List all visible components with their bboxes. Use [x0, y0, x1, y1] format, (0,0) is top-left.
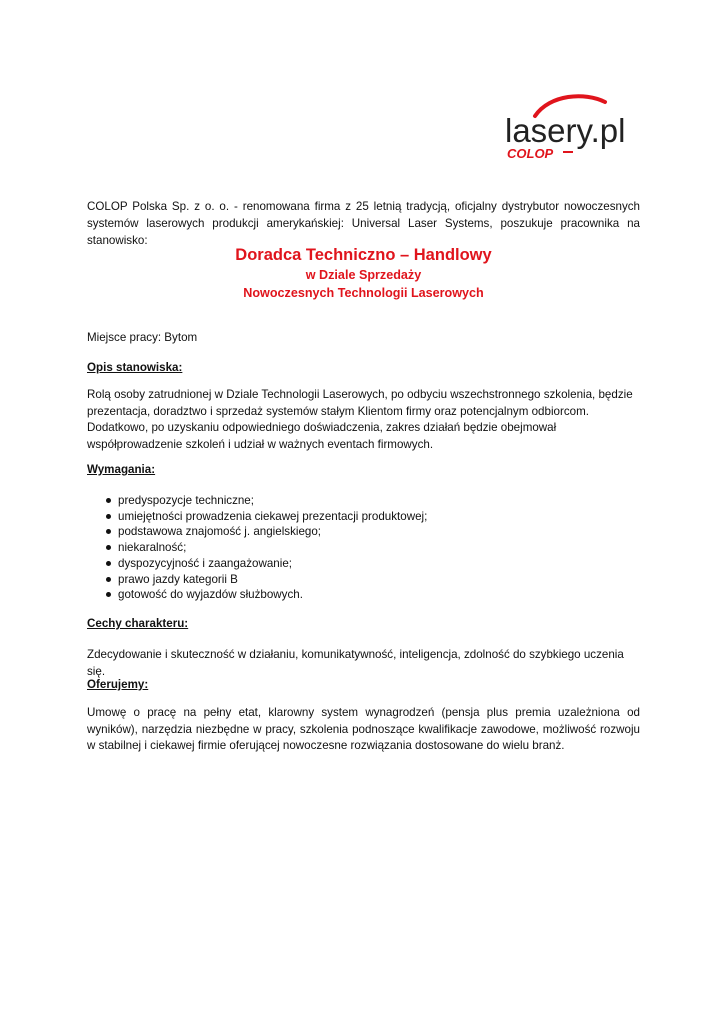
list-item: gotowość do wyjazdów służbowych.: [87, 587, 640, 603]
bullet-icon: [106, 529, 111, 534]
bullet-icon: [106, 498, 111, 503]
requirements-list: [87, 493, 640, 603]
list-item: niekaralność;: [87, 540, 640, 556]
list-item: podstawowa znajomość j. angielskiego;: [87, 524, 640, 540]
job-title-division: Nowoczesnych Technologii Laserowych: [243, 286, 484, 300]
intro-paragraph: COLOP Polska Sp. z o. o. - renomowana firma z 25 letnią tradycją, oficjalny dystrybutor nowoczesnych systemów laserowych produkcji amerykańskiej: Universal Laser Systems, poszukuje pracownika na stanowisko:: [87, 200, 640, 247]
company-logo: [505, 92, 630, 164]
opis-text: Rolą osoby zatrudnionej w Dziale Technologii Laserowych, po odbyciu wszechstronnego szkolenia, będzie prezentacja, doradztwo i sprzedaż systemów stałym Klientom firmy oraz potencjalnym odbiorcom. Dodatkowo, po uzyskaniu odpowiedniego doświadczenia, zakres działań będzie obejmował współprowadzenie szkoleń i udział w ważnych eventach firmowych.: [87, 388, 633, 451]
job-title-block: [87, 244, 640, 302]
bullet-icon: [106, 561, 111, 566]
bullet-icon: [106, 577, 111, 582]
bullet-icon: [106, 592, 111, 597]
list-item: prawo jazdy kategorii B: [87, 572, 640, 588]
cechy-heading: Cechy charakteru:: [87, 617, 189, 630]
list-item: dyspozycyjność i zaangażowanie;: [87, 556, 640, 572]
oferujemy-heading: Oferujemy:: [87, 678, 149, 691]
work-location: Miejsce pracy: Bytom: [87, 331, 198, 344]
logo-dash: [563, 151, 573, 153]
logo-text: lasery.pl: [505, 112, 626, 149]
wymagania-heading: Wymagania:: [87, 463, 156, 476]
cechy-text: Zdecydowanie i skuteczność w działaniu, komunikatywność, inteligencja, zdolność do szybkiego uczenia się.: [87, 648, 624, 678]
logo-brand: COLOP: [507, 146, 554, 161]
list-item: predyspozycje techniczne;: [87, 493, 640, 509]
job-title-department: w Dziale Sprzedaży: [305, 268, 422, 282]
oferujemy-text: Umowę o pracę na pełny etat, klarowny system wynagrodzeń (pensja plus premia uzależniona od wyników), narzędzia niezbędne w pracy, szkolenia podnoszące kwalifikacje zawodowe, możliwość rozwoju w stabilnej i ciekawej firmie oferującej nowoczesne rozwiązania dostosowane do wielu branż.: [87, 706, 640, 752]
job-title: Doradca Techniczno – Handlowy: [235, 246, 492, 264]
bullet-icon: [106, 514, 111, 519]
opis-heading: Opis stanowiska:: [87, 361, 183, 374]
list-item: umiejętności prowadzenia ciekawej prezentacji produktowej;: [87, 509, 640, 525]
bullet-icon: [106, 545, 111, 550]
